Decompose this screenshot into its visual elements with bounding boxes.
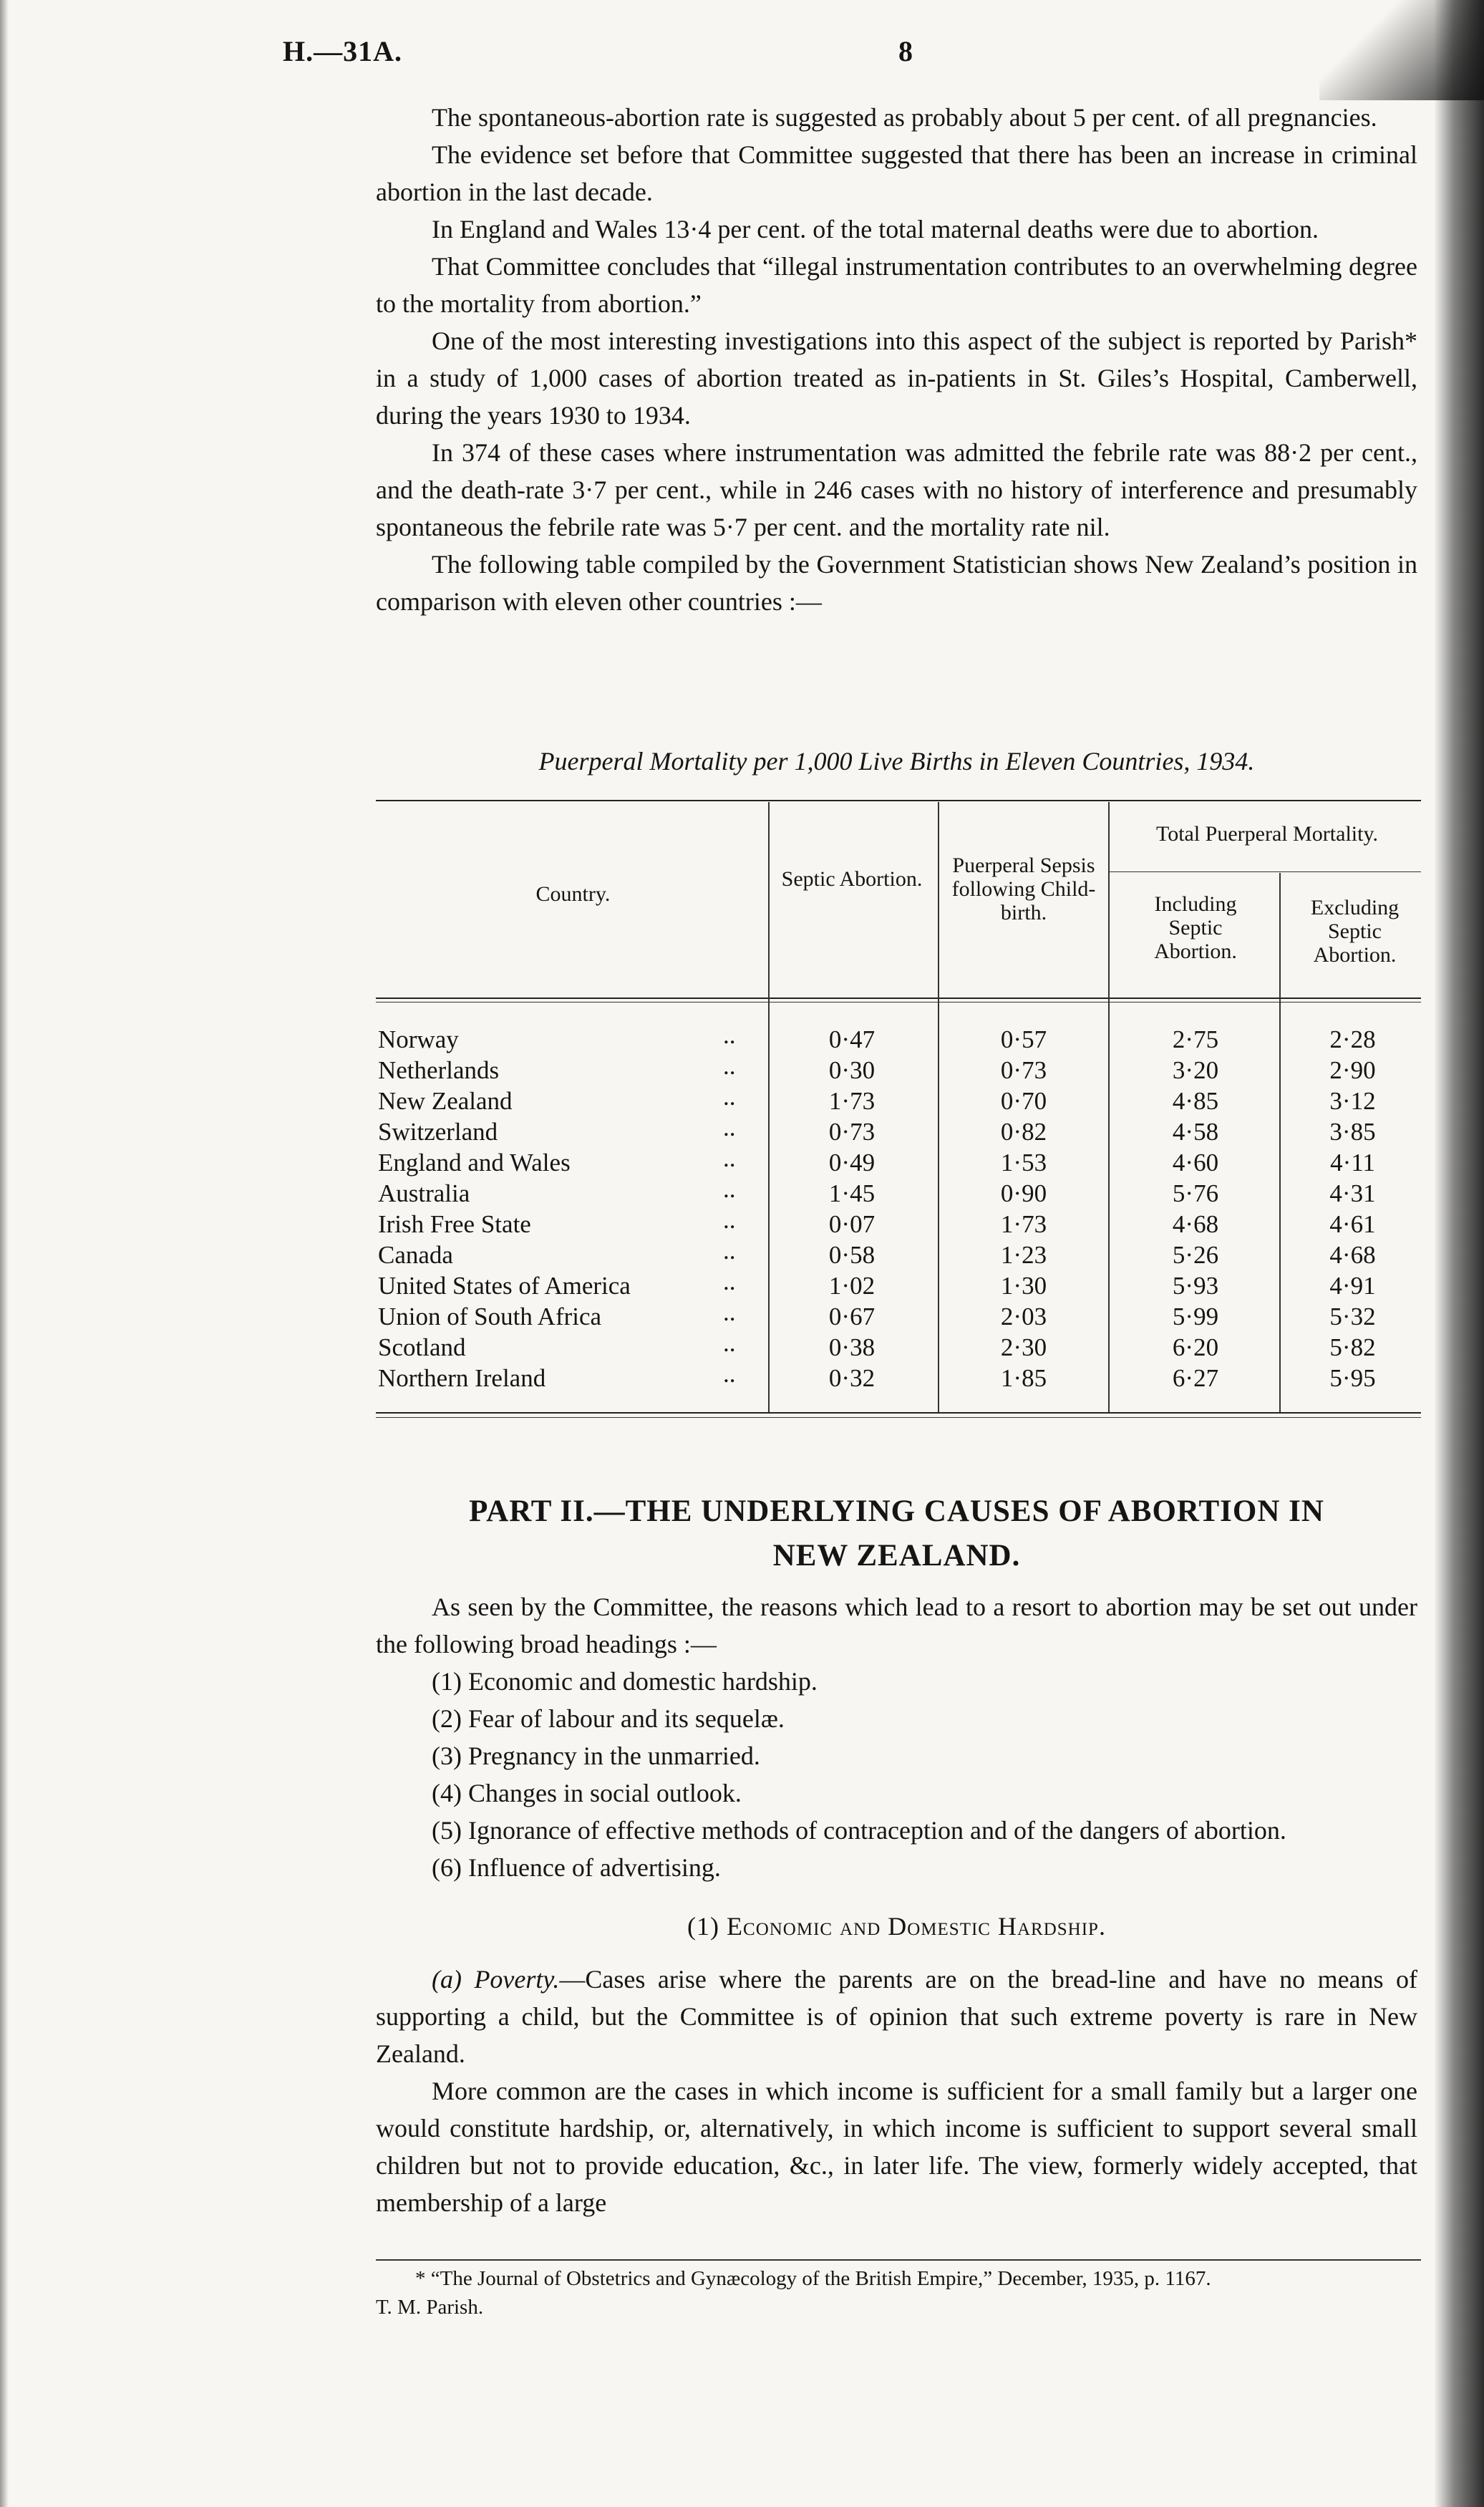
- table-cell-puerperal: 1·53: [1000, 1149, 1047, 1177]
- header-bottom-rule: [376, 998, 1421, 999]
- table-cell-puerperal: 1·30: [1000, 1272, 1047, 1300]
- table-cell-excluding: 5·95: [1329, 1364, 1376, 1392]
- table-cell-country: England and Wales: [378, 1149, 571, 1177]
- footnote-line: * “The Journal of Obstetrics and Gynæcology of the British Empire,” December, 1935, p. 1167.: [415, 2267, 1211, 2290]
- table-cell-excluding: 3·85: [1329, 1118, 1376, 1146]
- page-header: [283, 34, 1400, 92]
- paragraph: That Committee concludes that “illegal instrumentation contributes to an overwhelming degree to the mortality from abortion.”: [376, 252, 1417, 318]
- header-puerperal-sepsis: Puerperal Sepsis following Child-birth.: [951, 854, 1096, 924]
- table-cell-puerperal: 0·90: [1000, 1179, 1047, 1207]
- table-cell-country: Australia: [378, 1179, 470, 1207]
- table-cell-puerperal: 2·03: [1000, 1303, 1047, 1330]
- header-bottom-rule-2: [376, 1002, 1421, 1003]
- table-cell-excluding: 2·28: [1329, 1025, 1376, 1053]
- table-cell-including: 6·20: [1172, 1333, 1219, 1361]
- table-cell-country: Scotland: [378, 1333, 466, 1361]
- table-cell-septic: 1·45: [828, 1179, 876, 1207]
- leader-dots: ..: [723, 1267, 736, 1295]
- header-total-mortality: Total Puerperal Mortality.: [1155, 822, 1379, 846]
- footnote-line: T. M. Parish.: [376, 2296, 484, 2319]
- table-cell-excluding: 4·31: [1329, 1179, 1376, 1207]
- list-item: (2) Fear of labour and its sequelæ.: [432, 1704, 785, 1733]
- paragraph: The following table compiled by the Government Statistician shows New Zealand’s position in comparison with eleven other countries :—: [376, 550, 1417, 616]
- table-cell-including: 5·99: [1172, 1303, 1219, 1330]
- leader-dots: ..: [723, 1052, 736, 1080]
- table-cell-including: 4·68: [1172, 1210, 1219, 1238]
- scan-shadow-left: [0, 0, 9, 2507]
- table-bottom-rule: [376, 1412, 1421, 1414]
- leader-dots: ..: [723, 1360, 736, 1388]
- table-cell-including: 4·60: [1172, 1149, 1219, 1177]
- column-divider: [938, 802, 939, 1412]
- table-bottom-rule-2: [376, 1417, 1421, 1418]
- table-cell-country: Switzerland: [378, 1118, 498, 1146]
- table-cell-puerperal: 0·73: [1000, 1056, 1047, 1084]
- page-number: 8: [898, 35, 913, 67]
- table-cell-country: Canada: [378, 1241, 453, 1269]
- table-cell-septic: 1·02: [828, 1272, 876, 1300]
- header-septic-abortion: Septic Abortion.: [781, 867, 923, 891]
- table-cell-puerperal: 1·73: [1000, 1210, 1047, 1238]
- table-cell-puerperal: 0·70: [1000, 1087, 1047, 1115]
- table-cell-country: Netherlands: [378, 1056, 500, 1084]
- table-title: Puerperal Mortality per 1,000 Live Births in Eleven Countries, 1934.: [538, 747, 1255, 776]
- leader-dots: ..: [723, 1021, 736, 1049]
- table-cell-septic: 0·47: [828, 1025, 876, 1053]
- table-cell-excluding: 2·90: [1329, 1056, 1376, 1084]
- column-divider: [1108, 802, 1110, 1412]
- table-cell-puerperal: 0·57: [1000, 1025, 1047, 1053]
- footnote: [376, 2264, 1421, 2322]
- table-cell-septic: 1·73: [828, 1087, 876, 1115]
- header-including: Including Septic Abortion.: [1154, 892, 1237, 963]
- table-cell-country: Northern Ireland: [378, 1364, 546, 1392]
- table-cell-puerperal: 2·30: [1000, 1333, 1047, 1361]
- paragraph: As seen by the Committee, the reasons which lead to a resort to abortion may be set out under the following broad headings :—: [376, 1593, 1417, 1658]
- leader-dots: ..: [723, 1237, 736, 1265]
- table-cell-septic: 0·07: [828, 1210, 876, 1238]
- table-cell-excluding: 5·82: [1329, 1333, 1376, 1361]
- list-item: (6) Influence of advertising.: [432, 1853, 721, 1882]
- table-cell-including: 4·58: [1172, 1118, 1219, 1146]
- table-cell-septic: 0·58: [828, 1241, 876, 1269]
- table-cell-septic: 0·67: [828, 1303, 876, 1330]
- table-cell-including: 3·20: [1172, 1056, 1219, 1084]
- intro-text: [376, 99, 1417, 620]
- leader-dots: ..: [723, 1114, 736, 1141]
- table-cell-including: 5·26: [1172, 1241, 1219, 1269]
- table-cell-excluding: 5·32: [1329, 1303, 1376, 1330]
- total-group-rule: [1108, 871, 1421, 872]
- table-cell-septic: 0·32: [828, 1364, 876, 1392]
- table-cell-excluding: 4·11: [1330, 1149, 1375, 1177]
- table-cell-puerperal: 1·23: [1000, 1241, 1047, 1269]
- paragraph: One of the most interesting investigations into this aspect of the subject is reported by Parish* in a study of 1,000 cases of abortion treated as in-patients in St. Giles’s Hospital, Camberwell, during the years 1930 to 1934.: [376, 327, 1417, 430]
- table-cell-including: 6·27: [1172, 1364, 1219, 1392]
- cause-list: [376, 1663, 1417, 1886]
- table-cell-septic: 0·30: [828, 1056, 876, 1084]
- table-cell-including: 2·75: [1172, 1025, 1219, 1053]
- section-subheading: (1) Economic and Domestic Hardship.: [687, 1912, 1106, 1941]
- table-cell-puerperal: 0·82: [1000, 1118, 1047, 1146]
- leader-dots: ..: [723, 1175, 736, 1203]
- leader-dots: ..: [723, 1206, 736, 1234]
- table-cell-excluding: 4·61: [1329, 1210, 1376, 1238]
- table-cell-including: 5·76: [1172, 1179, 1219, 1207]
- part-title-line: PART II.—THE UNDERLYING CAUSES OF ABORTION IN: [469, 1494, 1324, 1528]
- paragraph: More common are the cases in which income is sufficient for a small family but a larger one would constitute hardship, or, alternatively, in which income is sufficient to support several small children but not to provide education, &c., in later life. The view, formerly widely accepted, that membership of a large: [376, 2077, 1417, 2217]
- leader-dots: ..: [723, 1144, 736, 1172]
- table-cell-septic: 0·49: [828, 1149, 876, 1177]
- list-item: (4) Changes in social outlook.: [432, 1779, 742, 1807]
- part2-text: [376, 1588, 1417, 2221]
- header-excluding: Excluding Septic Abortion.: [1310, 896, 1400, 967]
- list-item: (3) Pregnancy in the unmarried.: [432, 1742, 760, 1770]
- table-top-rule: [376, 800, 1421, 801]
- table-cell-country: Irish Free State: [378, 1210, 531, 1238]
- header-country: Country.: [535, 882, 611, 906]
- table-cell-including: 5·93: [1172, 1272, 1219, 1300]
- leader-dots: ..: [723, 1083, 736, 1111]
- part-title-line: NEW ZEALAND.: [772, 1539, 1021, 1573]
- paragraph: The evidence set before that Committee suggested that there has been an increase in criminal abortion in the last decade.: [376, 140, 1417, 206]
- list-item: (5) Ignorance of effective methods of contraception and of the dangers of abortion.: [432, 1816, 1286, 1845]
- table-cell-excluding: 4·91: [1329, 1272, 1376, 1300]
- column-divider: [1279, 873, 1281, 1412]
- scan-shadow-right: [1434, 0, 1484, 2507]
- table-cell-excluding: 4·68: [1329, 1241, 1376, 1269]
- document-code: H.—31A.: [283, 35, 402, 67]
- poverty-label: (a) Poverty.: [432, 1965, 560, 1994]
- paragraph: In England and Wales 13·4 per cent. of the total maternal deaths were due to abortion.: [432, 215, 1319, 243]
- part-title: [376, 1489, 1417, 1578]
- paragraph: In 374 of these cases where instrumentation was admitted the febrile rate was 88·2 per cent., and the death-rate 3·7 per cent., while in 246 cases with no history of interference and presumably spontaneous the febrile rate was 5·7 per cent. and the mortality rate nil.: [376, 438, 1417, 541]
- table-cell-septic: 0·73: [828, 1118, 876, 1146]
- column-divider: [768, 802, 770, 1412]
- leader-dots: ..: [723, 1329, 736, 1357]
- paragraph: [376, 1961, 1417, 2072]
- footnote-rule: [376, 2259, 1421, 2261]
- table-cell-country: United States of America: [378, 1272, 631, 1300]
- table-cell-excluding: 3·12: [1329, 1087, 1376, 1115]
- table-cell-puerperal: 1·85: [1000, 1364, 1047, 1392]
- leader-dots: ..: [723, 1298, 736, 1326]
- paragraph: The spontaneous-abortion rate is suggested as probably about 5 per cent. of all pregnancies.: [432, 103, 1377, 132]
- table-cell-country: Norway: [378, 1025, 459, 1053]
- table-cell-septic: 0·38: [828, 1333, 876, 1361]
- list-item: (1) Economic and domestic hardship.: [432, 1667, 818, 1696]
- table-cell-country: Union of South Africa: [378, 1303, 602, 1330]
- poverty-text: —Cases arise where the parents are on the bread-line and have no means of supporting a child, but the Committee is of opinion that such extreme poverty is rare in New Zealand.: [376, 1965, 1418, 2068]
- table-cell-including: 4·85: [1172, 1087, 1219, 1115]
- table-cell-country: New Zealand: [378, 1087, 513, 1115]
